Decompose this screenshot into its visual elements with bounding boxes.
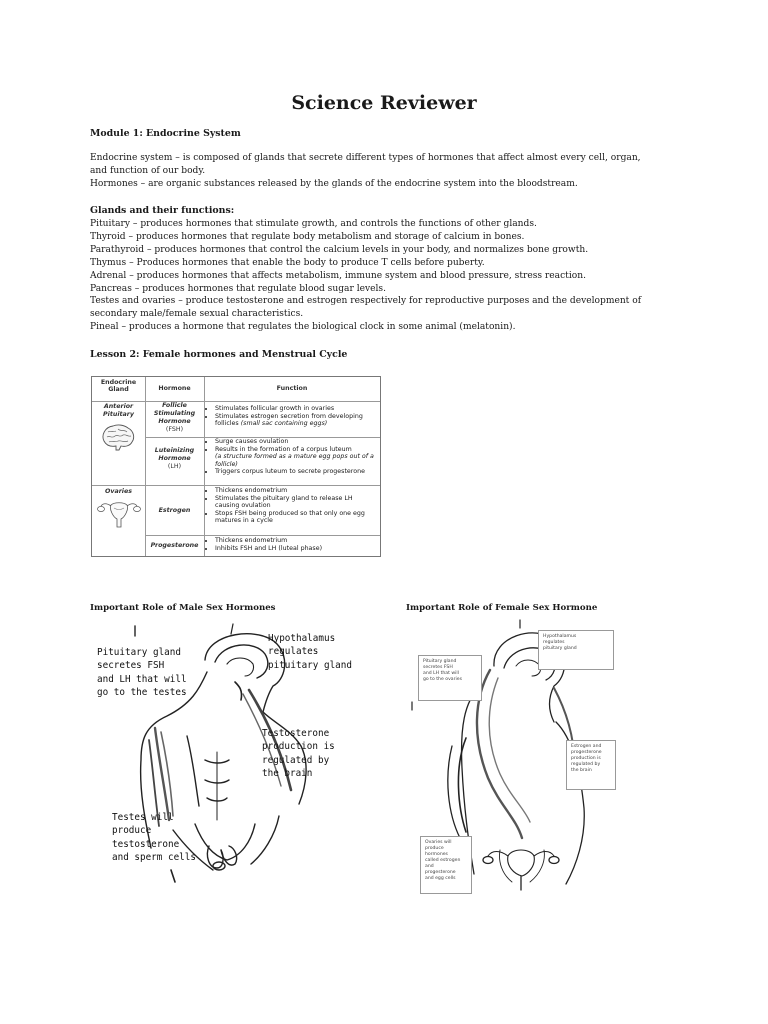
male-hormones-heading: Important Role of Male Sex Hormones — [90, 603, 276, 613]
gland-line: Testes and ovaries – produce testosterone and estrogen respectively for reproductive purposes and the development of — [90, 296, 642, 307]
gland-line: secondary male/female sexual characteristics. — [90, 309, 304, 320]
gland-line: Thymus – Produces hormones that enable the body to produce T cells before puberty. — [90, 257, 485, 268]
function-lh — [206, 438, 378, 476]
function-item: • Stimulates the pituitary gland to release LH causing ovulation — [215, 495, 378, 510]
definition-line: Hormones – are organic substances released by the glands of the endocrine system into the bloodstream. — [90, 178, 578, 189]
gland-line: Pineal – produces a hormone that regulates the biological clock in some animal (melatonin). — [90, 322, 516, 333]
function-item: • Thickens endometrium — [215, 537, 378, 545]
male-callout-testosterone: Testosterone production is regulated by the brain — [262, 728, 335, 780]
hormone-progesterone-name: Progesterone — [150, 542, 199, 549]
hormone-lh-name: Luteinizing Hormone — [154, 447, 195, 462]
definitions-paragraph — [90, 152, 680, 191]
function-item: • Results in the formation of a corpus luteum (a structure formed as a mature egg pops out of a follicle) — [215, 446, 378, 469]
hormone-fsh-name: Follicle Stimulating Hormone — [153, 402, 196, 425]
function-item: • Stops FSH being produced so that only one egg matures in a cycle — [215, 510, 378, 525]
function-item: • Triggers corpus luteum to secrete progesterone — [215, 468, 378, 476]
glands-list — [90, 218, 680, 334]
female-callout-estrogen: Estrogen and progesterone production is regulated by the brain — [566, 740, 616, 790]
function-estrogen — [206, 487, 378, 525]
gland-anterior-pituitary: Anterior Pituitary — [103, 403, 134, 418]
glands-heading: Glands and their functions: — [90, 205, 235, 216]
gland-line: Parathyroid – produces hormones that control the calcium levels in your body, and normalizes bone growth. — [90, 244, 589, 255]
module-heading: Module 1: Endocrine System — [90, 128, 241, 139]
definition-line: and function of our body. — [90, 165, 206, 176]
hormone-estrogen-name: Estrogen — [158, 507, 191, 514]
lesson-heading: Lesson 2: Female hormones and Menstrual Cycle — [90, 349, 348, 360]
brain-icon — [100, 423, 136, 453]
male-callout-hypothalamus: Hypothalamus regulates pituitary gland — [268, 633, 352, 671]
hormone-lh — [145, 447, 204, 471]
hormone-progesterone — [145, 542, 204, 550]
female-callout-ovaries: Ovaries will produce hormones called estrogen and progesterone and egg cells — [420, 836, 472, 894]
function-progesterone — [206, 537, 378, 552]
hormone-lh-abbr: (LH) — [167, 463, 182, 470]
uterus-icon — [96, 497, 142, 531]
page-title: Science Reviewer — [291, 92, 477, 114]
male-callout-testes: Testes will produce testosterone and sperm cells — [112, 812, 196, 864]
header-function: Function — [276, 385, 308, 392]
header-endocrine-gland: Endocrine Gland — [100, 379, 137, 393]
function-item: • Surge causes ovulation — [215, 438, 378, 446]
gland-line: Pancreas – produces hormones that regulate blood sugar levels. — [90, 283, 386, 294]
gland-line: Thyroid – produces hormones that regulate body metabolism and storage of calcium in bones. — [90, 231, 525, 242]
hormone-table — [91, 376, 381, 557]
hormone-fsh-abbr: (FSH) — [165, 426, 184, 433]
gland-ovaries: Ovaries — [105, 488, 132, 495]
female-hormones-heading: Important Role of Female Sex Hormone — [406, 603, 598, 613]
definition-line: Endocrine system – is composed of glands that secrete different types of hormones that affect almost every cell, organ, — [90, 153, 641, 163]
hormone-fsh — [145, 402, 204, 434]
hormone-estrogen — [145, 507, 204, 515]
gland-line: Pituitary – produces hormones that stimulate growth, and controls the functions of other glands. — [90, 219, 537, 229]
function-item: • Stimulates follicular growth in ovaries — [215, 405, 378, 413]
female-callout-hypothalamus: Hypothalamus regulates pituitary gland — [538, 630, 614, 670]
header-hormone: Hormone — [158, 385, 191, 392]
female-callout-pituitary: Pituitary gland secretes FSH and LH that will go to the ovaries — [418, 655, 482, 701]
male-callout-pituitary: Pituitary gland secretes FSH and LH that will go to the testes — [97, 647, 187, 699]
function-item: • Inhibits FSH and LH (luteal phase) — [215, 545, 378, 553]
function-fsh — [206, 405, 378, 428]
gland-line: Adrenal – produces hormones that affects metabolism, immune system and blood pressure, stress reaction. — [90, 270, 586, 281]
function-item: • Stimulates estrogen secretion from developing follicles (small sac containing eggs) — [215, 413, 378, 428]
function-item: • Thickens endometrium — [215, 487, 378, 495]
